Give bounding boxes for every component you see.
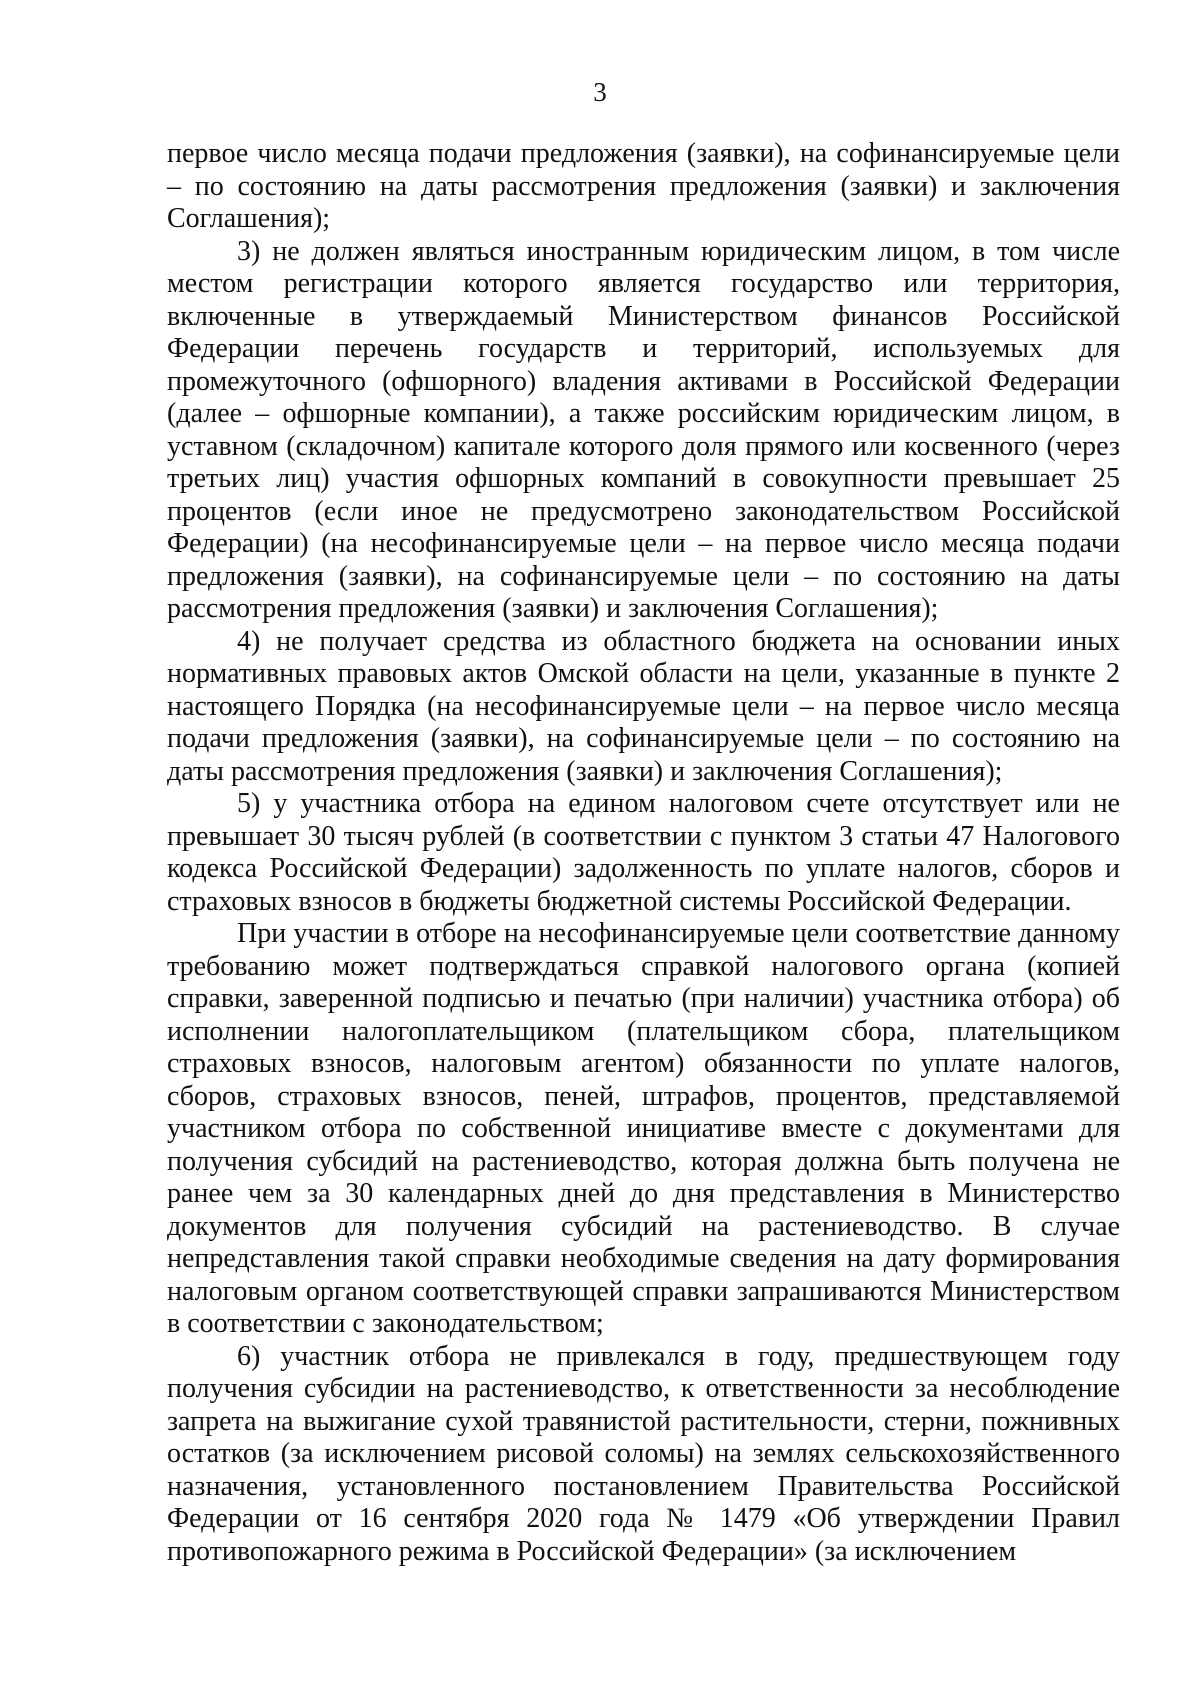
document-body xyxy=(167,138,1120,1568)
paragraph-item-5: 5) у участника отбора на едином налоговом счете отсутствует или не превышает 30 тысяч рублей (в соответствии с пунктом 3 статьи 47 Налогового кодекса Российской Федерации) задолженность по уплате налогов, сборов и страховых взносов в бюджеты бюджетной системы Российской Федерации. xyxy=(167,788,1120,917)
paragraph-item-4: 4) не получает средства из областного бюджета на основании иных нормативных правовых актов Омской области на цели, указанные в пункте 2 настоящего Порядка (на несофинансируемые цели – на первое число месяца подачи предложения (заявки), на софинансируемые цели – по состоянию на даты рассмотрения предложения (заявки) и заключения Соглашения); xyxy=(167,625,1120,787)
paragraph-continuation: первое число месяца подачи предложения (заявки), на софинансируемые цели – по состоянию на даты рассмотрения предложения (заявки) и заключения Соглашения); xyxy=(167,138,1120,234)
page-number: 3 xyxy=(593,77,607,107)
paragraph-item-3: 3) не должен являться иностранным юридическим лицом, в том числе местом регистрации которого является государство или территория, включенные в утверждаемый Министерством финансов Российской Федерации перечень государств и территорий, используемых для промежуточного (офшорного) владения активами в Российской Федерации (далее – офшорные компании), а также российским юридическим лицом, в уставном (складочном) капитале которого доля прямого или косвенного (через третьих лиц) участия офшорных компаний в совокупности превышает 25 процентов (если иное не предусмотрено законодательством Российской Федерации) (на несофинансируемые цели – на первое число месяца подачи предложения (заявки), на софинансируемые цели – по состоянию на даты рассмотрения предложения (заявки) и заключения Соглашения); xyxy=(167,235,1120,624)
paragraph-item-6: 6) участник отбора не привлекался в году, предшествующем году получения субсидии на растениеводство, к ответственности за несоблюдение запрета на выжигание сухой травянистой растительности, стерни, пожнивных остатков (за исключением рисовой соломы) на землях сельскохозяйственного назначения, установленного постановлением Правительства Российской Федерации от 16 сентября 2020 года № 1479 «Об утверждении Правил противопожарного режима в Российской Федерации» (за исключением xyxy=(167,1340,1120,1567)
paragraph-tax-certificate: При участии в отборе на несофинансируемые цели соответствие данному требованию может подтверждаться справкой налогового органа (копией справки, заверенной подписью и печатью (при наличии) участника отбора) об исполнении налогоплательщиком (плательщиком сбора, плательщиком страховых взносов, налоговым агентом) обязанности по уплате налогов, сборов, страховых взносов, пеней, штрафов, процентов, представляемой участником отбора по собственной инициативе вместе с документами для получения субсидий на растениеводство, которая должна быть получена не ранее чем за 30 календарных дней до дня представления в Министерство документов для получения субсидий на растениеводство. В случае непредставления такой справки необходимые сведения на дату формирования налоговым органом соответствующей справки запрашиваются Министерством в соответствии с законодательством; xyxy=(167,918,1120,1339)
